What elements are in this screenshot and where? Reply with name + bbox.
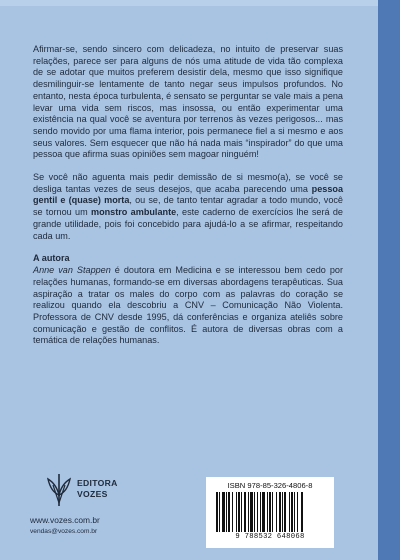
barcode-bar [260, 492, 261, 532]
author-bio-text: é doutora em Medicina e se interessou bem cedo por relações humanas, formando-se em diversas abordagens terapêuticas. Sua aspiração a tratar os males do corpo com as palavras do coração se realizou quando ela descobriu a CNV – Comunicação Não Violenta. Professora de CNV desde 1995, dá conferências e organiza ateliês sobre comunicação e gestão de conflitos. É autora de diversas obras com a temática de relações humanas. [33, 265, 343, 346]
barcode-bar [284, 492, 286, 532]
synopsis-paragraph-1: Afirmar-se, sendo sincero com delicadeza, no intuito de preservar suas relações, parece ser para alguns de nós uma atitude de vida tão complexa de se adotar que muitos preferem desistir dela, mesmo que isso signifique desmilinguir-se lentamente de tanto negar seus impulsos profundos. No entanto, nesta época turbulenta, é sensato se perguntar se vale mais a pena levar uma vida sem riscos, mas insossa, ou então experimentar uma existência na qual você se aventura por terrenos às vezes perigosos... mas sendo movido por uma flama interior, pois permanece fiel a si mesmo e aos seus valores. Sem esquecer que não há nada mais “inspirador” do que uma pessoa que afirma suas opiniões sem magoar ninguém! [33, 44, 343, 160]
barcode-bar [248, 492, 249, 532]
publisher-name-line2: VOZES [77, 489, 108, 499]
top-edge-strip [0, 0, 400, 6]
barcode-bar [244, 492, 246, 532]
barcode-bar [279, 492, 281, 532]
barcode-bar [269, 492, 271, 532]
barcode-bar [238, 492, 240, 532]
barcode-bar [282, 492, 283, 532]
synopsis-text: , ou se, de tanto tentar agradar a todo mundo, você se tornou um [33, 195, 343, 218]
isbn-label: ISBN 978-85-326-4806-8 [227, 481, 313, 490]
barcode-bar [289, 492, 290, 532]
barcode-bar [294, 492, 295, 532]
publisher-name-line1: EDITORA [77, 478, 118, 488]
publisher-logo-icon [44, 473, 74, 507]
barcode-bar [228, 492, 230, 532]
barcode-bar [236, 492, 237, 532]
barcode-bar [262, 492, 265, 532]
barcode-bar [301, 492, 303, 532]
cover-edge-band [378, 0, 400, 560]
barcode-bar [297, 492, 298, 532]
barcode-bar [272, 492, 273, 532]
barcode-bar [226, 492, 227, 532]
isbn-barcode [206, 477, 334, 548]
barcode-bar [241, 492, 242, 532]
barcode-bar [216, 492, 218, 532]
barcode-bar [276, 492, 277, 532]
barcode-bar [232, 492, 233, 532]
barcode-bar [222, 492, 225, 532]
author-heading: A autora [33, 253, 70, 264]
barcode-bar [257, 492, 258, 532]
publisher-website: www.vozes.com.br [30, 515, 100, 525]
barcode-bars [214, 492, 326, 532]
author-bio [33, 265, 343, 347]
publisher-logo [41, 472, 121, 510]
author-name: Anne van Stappen [33, 265, 111, 276]
barcode-bar [250, 492, 253, 532]
back-cover-text [33, 44, 343, 347]
publisher-email: vendas@vozes.com.br [30, 528, 98, 535]
emphasis-walking-monster: monstro ambulante [90, 207, 177, 218]
barcode-digits: 9 788532 648068 [235, 533, 305, 541]
barcode-bar [291, 492, 293, 532]
synopsis-text: , este caderno de exercícios lhe será de grande utilidade, pois foi concebido para ajudá-lo a se afirmar, respeitando cada um. [33, 207, 343, 241]
synopsis-text: Se você não aguenta mais pedir demissão de si mesmo(a), se você se desliga tantas vezes de seus desejos, que acaba parecendo uma [33, 172, 343, 194]
barcode-bar [267, 492, 268, 532]
emphasis-gentle-person: pessoa gentil e (quase) morta [33, 183, 343, 206]
synopsis-paragraph-2 [33, 172, 343, 242]
barcode-bar [219, 492, 220, 532]
barcode-bar [254, 492, 255, 532]
